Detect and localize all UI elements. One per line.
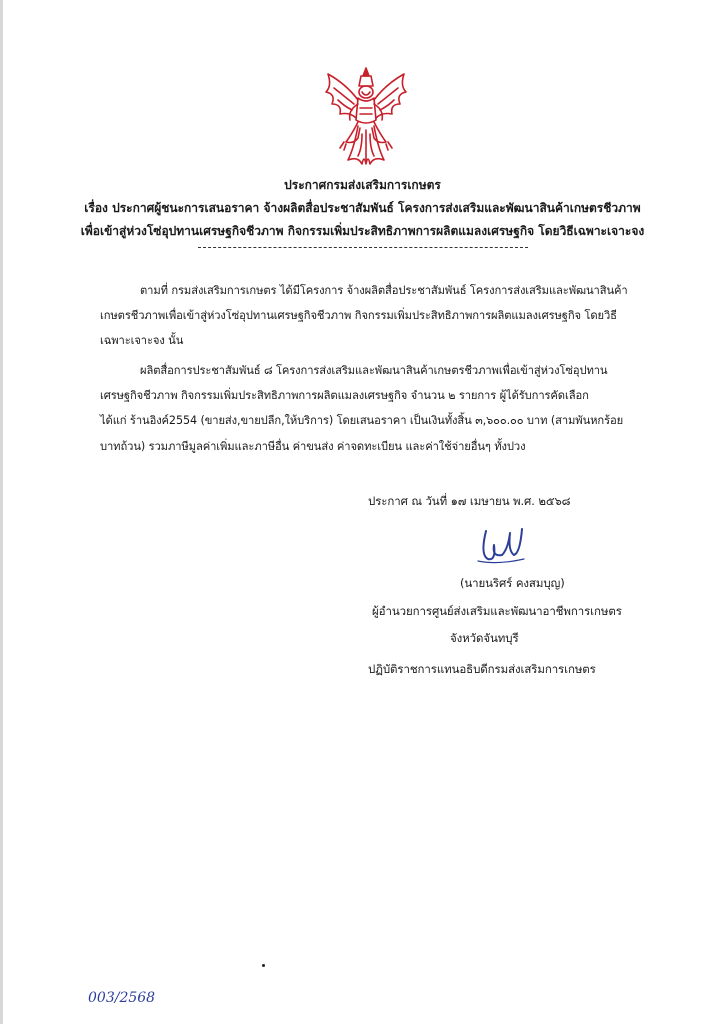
dashed-divider (198, 247, 528, 248)
subject-line-2: เพื่อเข้าสู่ห่วงโซ่อุปทานเศรษฐกิจชีวภาพ กิจกรรมเพิ่มประสิทธิภาพการผลิตแมลงเศรษฐกิจ โดยวิธีเฉพาะเจาะจง (80, 224, 645, 238)
paragraph-2-line-2: เศรษฐกิจชีวภาพ กิจกรรมเพิ่มประสิทธิภาพการผลิตแมลงเศรษฐกิจ จำนวน ๒ รายการ ผู้ได้รับการคัดเลือก (100, 389, 589, 402)
handwritten-document-number: 003/2568 (88, 990, 156, 1006)
paragraph-1-line-2: เกษตรชีวภาพเพื่อเข้าสู่ห่วงโซ่อุปทานเศรษฐกิจชีวภาพ กิจกรรมเพิ่มประสิทธิภาพการผลิตแมลงเศรษฐกิจ โดยวิธี (100, 309, 617, 322)
scan-edge (0, 0, 3, 1024)
signatory-position-1: ผู้อำนวยการศูนย์ส่งเสริมและพัฒนาอาชีพการเกษตร (372, 604, 622, 618)
signatory-position-3: ปฏิบัติราชการแทนอธิบดีกรมส่งเสริมการเกษตร (368, 662, 596, 676)
document-heading: ประกาศกรมส่งเสริมการเกษตร (284, 178, 441, 192)
signatory-name: (นายนริศร์ คงสมบุญ) (460, 576, 565, 590)
paragraph-2-line-3: ได้แก่ ร้านอิงค์2554 (ขายส่ง,ขายปลีก,ให้บริการ) โดยเสนอราคา เป็นเงินทั้งสิ้น ๓,๖๐๐.๐๐ บาท (สามพันหกร้อย (100, 414, 624, 427)
scan-speck (262, 964, 265, 967)
signature-mark (472, 525, 528, 567)
garuda-emblem-icon (318, 64, 414, 174)
paragraph-2-line-1: ผลิตสื่อการประชาสัมพันธ์ ๘ โครงการส่งเสริมและพัฒนาสินค้าเกษตรชีวภาพเพื่อเข้าสู่ห่วงโซ่อุปทาน (140, 364, 608, 377)
paragraph-1-line-3: เฉพาะเจาะจง นั้น (100, 334, 184, 347)
signatory-position-2: จังหวัดจันทบุรี (450, 631, 519, 645)
paragraph-2-line-4: บาทถ้วน) รวมภาษีมูลค่าเพิ่มและภาษีอื่น ค่าขนส่ง ค่าจดทะเบียน และค่าใช้จ่ายอื่นๆ ทั้งปวง (100, 440, 526, 453)
announcement-date: ประกาศ ณ วันที่ ๑๗ เมษายน พ.ศ. ๒๕๖๘ (368, 494, 571, 508)
paragraph-1-line-1: ตามที่ กรมส่งเสริมการเกษตร ได้มีโครงการ จ้างผลิตสื่อประชาสัมพันธ์ โครงการส่งเสริมและพัฒนาสินค้า (140, 284, 628, 297)
subject-line-1: เรื่อง ประกาศผู้ชนะการเสนอราคา จ้างผลิตสื่อประชาสัมพันธ์ โครงการส่งเสริมและพัฒนาสินค้าเกษตรชีวภาพ (84, 201, 641, 215)
